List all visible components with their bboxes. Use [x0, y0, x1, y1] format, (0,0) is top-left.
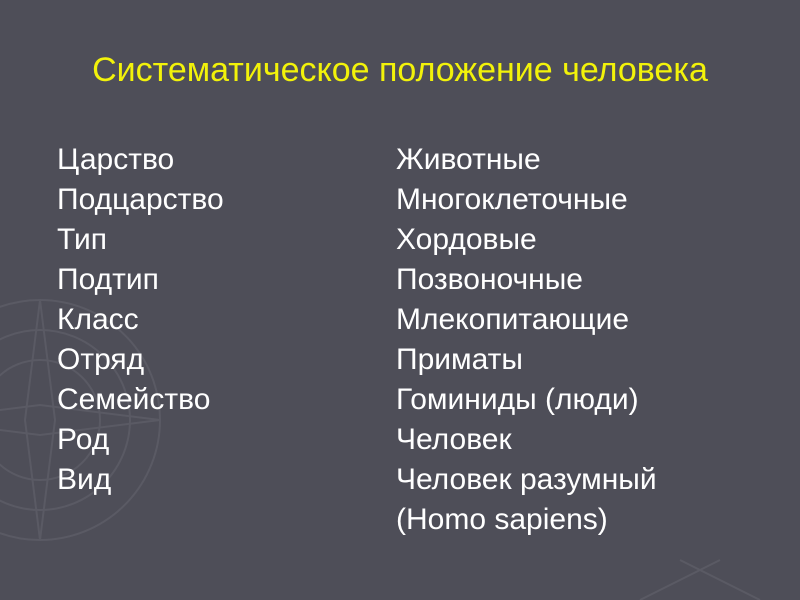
- taxon-order: Приматы: [396, 343, 523, 376]
- taxon-genus: Человек: [396, 423, 512, 456]
- taxon-subkingdom: Многоклеточные: [396, 183, 628, 216]
- rank-order: Отряд: [57, 343, 145, 376]
- rank-phylum: Тип: [57, 223, 108, 256]
- taxon-class: Млекопитающие: [396, 303, 630, 336]
- rank-genus: Род: [57, 423, 110, 456]
- taxon-subphylum: Позвоночные: [396, 263, 583, 296]
- rank-class: Класс: [57, 303, 139, 336]
- rank-subkingdom: Подцарство: [57, 183, 224, 216]
- taxon-species: Человек разумный: [396, 463, 657, 496]
- rank-subphylum: Подтип: [57, 263, 159, 296]
- taxon-name-list: [396, 140, 657, 540]
- taxonomic-rank-list: [57, 140, 224, 500]
- rank-kingdom: Царство: [57, 143, 175, 176]
- taxon-family: Гоминиды (люди): [396, 383, 639, 416]
- rank-family: Семейство: [57, 383, 211, 416]
- taxon-kingdom: Животные: [396, 143, 541, 176]
- slide-title: Систематическое положение человека: [92, 51, 708, 89]
- taxon-phylum: Хордовые: [396, 223, 537, 256]
- taxon-species-latin: (Homo sapiens): [396, 503, 608, 536]
- rank-species: Вид: [57, 463, 112, 496]
